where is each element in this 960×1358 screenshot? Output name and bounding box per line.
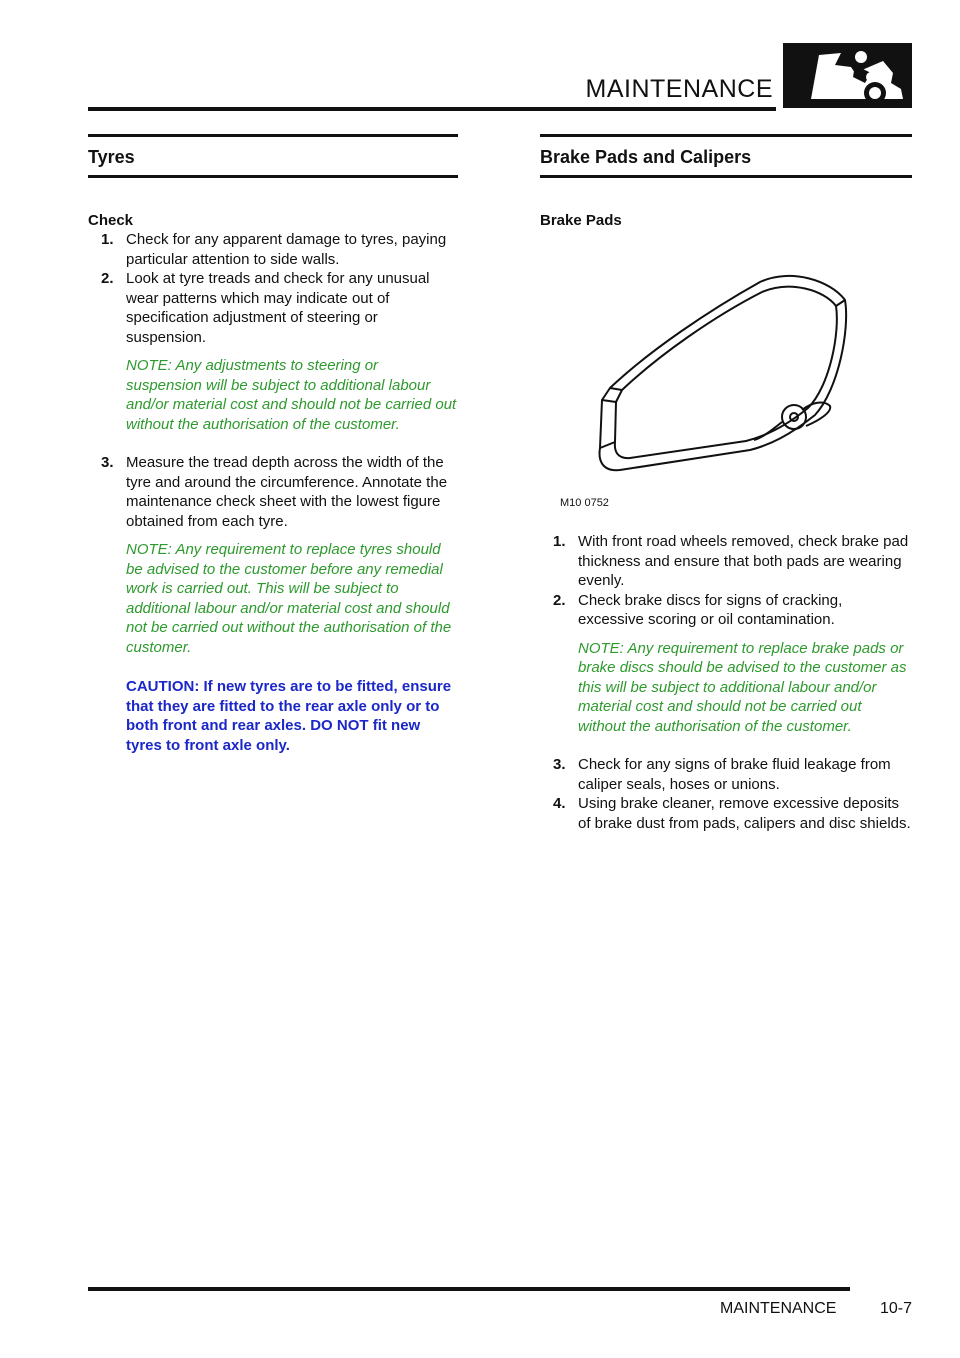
note-replace-tyres: NOTE: Any requirement to replace tyres should be advised to the customer before any remedial work is carried out. This will be subject to additional labour and/or material cost and should not be carried out without the authorisation of the customer. xyxy=(126,541,452,656)
step-number: 1. xyxy=(553,533,566,550)
step-text: Check brake discs for signs of cracking, excessive scoring or oil contamination. xyxy=(578,591,843,628)
section-rule-bottom xyxy=(88,175,458,178)
step-number: 3. xyxy=(101,454,114,471)
tyres-section xyxy=(88,134,458,755)
car-bonnet-mechanic-icon xyxy=(783,43,912,108)
step-number: 3. xyxy=(553,756,566,773)
subheading-brake-pads: Brake Pads xyxy=(540,212,622,229)
step-number: 4. xyxy=(553,795,566,812)
step-text: Using brake cleaner, remove excessive deposits of brake dust from pads, calipers and disc shields. xyxy=(578,795,911,832)
step-text: Look at tyre treads and check for any unusual wear patterns which may indicate out of specification adjustment of steering or suspension. xyxy=(126,270,430,346)
step-item xyxy=(88,269,458,347)
brake-pad-illustration xyxy=(540,270,910,500)
brake-section xyxy=(540,134,912,833)
step-item xyxy=(88,230,458,269)
figure-label: M10 0752 xyxy=(560,497,609,509)
step-text: With front road wheels removed, check brake pad thickness and ensure that both pads are wearing evenly. xyxy=(578,533,909,589)
footer-section-name: MAINTENANCE xyxy=(720,1300,837,1317)
caution-new-tyres: CAUTION: If new tyres are to be fitted, ensure that they are fitted to the rear axle only or to both front and rear axles. DO NOT fit new tyres to front axle only. xyxy=(126,678,452,754)
header-title: MAINTENANCE xyxy=(585,75,773,103)
brake-steps-list-cont xyxy=(540,755,912,833)
step-item xyxy=(540,532,912,591)
note-replace-brakes: NOTE: Any requirement to replace brake pads or brake discs should be advised to the customer as this will be subject to additional labour and/or material cost and should not be carried out without the authorisation of the customer. xyxy=(578,639,907,735)
tyre-steps-list-cont xyxy=(88,453,458,531)
header-rule xyxy=(88,107,776,111)
brake-pad-figure xyxy=(540,270,910,520)
section-title-tyres: Tyres xyxy=(88,147,135,167)
step-number: 2. xyxy=(553,591,566,609)
step-number: 1. xyxy=(101,231,114,248)
section-title-brakes: Brake Pads and Calipers xyxy=(540,147,752,167)
footer-rule xyxy=(88,1287,850,1291)
step-item xyxy=(88,453,458,531)
tyre-steps-list xyxy=(88,230,458,347)
step-text: Measure the tread depth across the width of the tyre and around the circumference. Annotate the maintenance check sheet with the lowest figure obtained from each tyre. xyxy=(126,454,448,530)
note-adjustments: NOTE: Any adjustments to steering or suspension will be subject to additional labour and/or material cost and should not be carried out without the authorisation of the customer. xyxy=(126,357,457,433)
brake-steps-list xyxy=(540,532,912,630)
subheading-check: Check xyxy=(88,212,134,229)
step-text: Check for any signs of brake fluid leakage from caliper seals, hoses or unions. xyxy=(578,756,891,793)
footer-page-number: 10-7 xyxy=(880,1300,913,1317)
step-text: Check for any apparent damage to tyres, paying particular attention to side walls. xyxy=(126,231,447,268)
step-number: 2. xyxy=(101,270,114,287)
step-item xyxy=(540,755,912,794)
step-item xyxy=(540,794,912,833)
step-item xyxy=(540,591,912,630)
section-rule-bottom xyxy=(540,175,912,178)
